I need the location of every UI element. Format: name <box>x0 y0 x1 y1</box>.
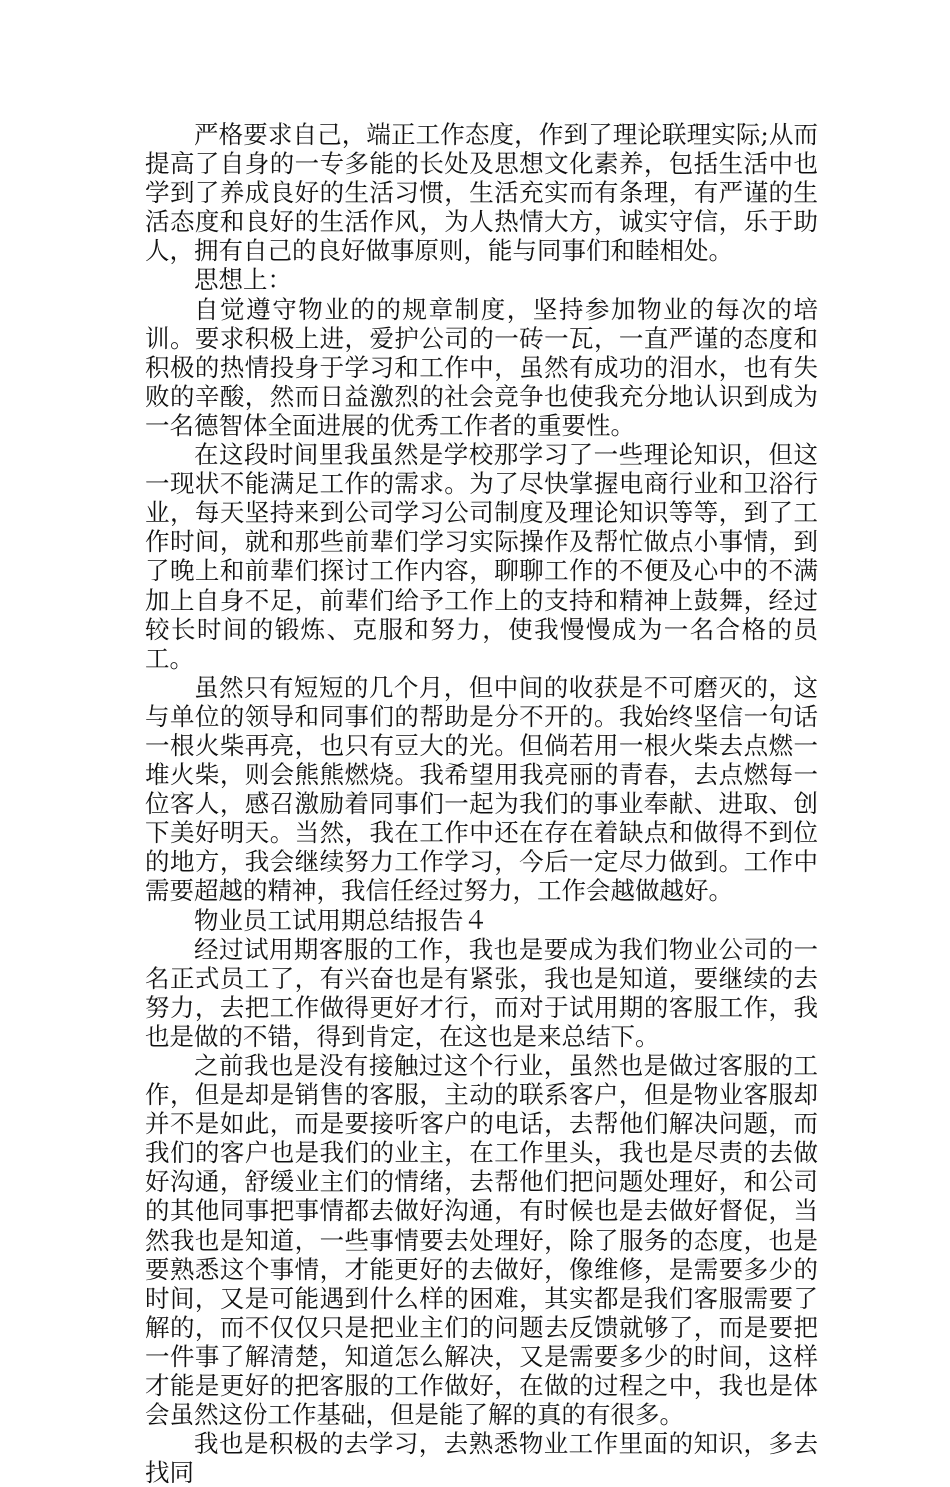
paragraph: 虽然只有短短的几个月，但中间的收获是不可磨灭的，这与单位的领导和同事们的帮助是分不开的。我始终坚信一句话一根火柴再亮，也只有豆大的光。但倘若用一根火柴去点燃一堆火柴，则会熊熊燃烧。我希望用我亮丽的青春，去点燃每一位客人，感召激励着同事们一起为我们的事业奉献、进取、创下美好明天。当然，我在工作中还在存在着缺点和做得不到位的地方，我会继续努力工作学习，今后一定尽力做到。工作中需要超越的精神，我信任经过努力，工作会越做越好。 <box>145 672 818 906</box>
paragraph: 在这段时间里我虽然是学校那学习了一些理论知识，但这一现状不能满足工作的需求。为了尽快掌握电商行业和卫浴行业，每天坚持来到公司学习公司制度及理论知识等等，到了工作时间，就和那些前辈们学习实际操作及帮忙做点小事情，到了晚上和前辈们探讨工作内容，聊聊工作的不便及心中的不满加上自身不足，前辈们给予工作上的支持和精神上鼓舞，经过较长时间的锻炼、克服和努力，使我慢慢成为一名合格的员工。 <box>145 440 818 673</box>
paragraph: 经过试用期客服的工作，我也是要成为我们物业公司的一名正式员工了，有兴奋也是有紧张，我也是知道，要继续的去努力，去把工作做得更好才行，而对于试用期的客服工作，我也是做的不错，得到肯定，在这也是来总结下。 <box>145 934 818 1051</box>
report-title: 物业员工试用期总结报告４ <box>194 905 488 935</box>
paragraph: 我也是积极的去学习，去熟悉物业工作里面的知识，多去找同 <box>145 1429 818 1487</box>
paragraph: 之前我也是没有接触过这个行业，虽然也是做过客服的工作，但是却是销售的客服，主动的联系客户，但是物业客服却并不是如此，而是要接听客户的电话，去帮他们解决问题，而我们的客户也是我们的业主，在工作里头，我也是尽责的去做好沟通，舒缓业主们的情绪，去帮他们把问题处理好，和公司的其他同事把事情都去做好沟通，有时候也是去做好督促，当然我也是知道，一些事情要去处理好，除了服务的态度，也是要熟悉这个事情，才能更好的去做好，像维修，是需要多少的时间，又是可能遇到什么样的困难，其实都是我们客服需要了解的，而不仅仅只是把业主们的问题去反馈就够了，而是要把一件事了解清楚，知道怎么解决，又是需要多少的时间，这样才能是更好的把客服的工作做好，在做的过程之中，我也是体会虽然这份工作基础，但是能了解的真的有很多。 <box>145 1051 818 1430</box>
section-heading: 思想上： <box>194 265 292 295</box>
paragraph: 严格要求自己，端正工作态度，作到了理论联理实际;从而提高了自身的一专多能的长处及思想文化素养，包括生活中也学到了养成良好的生活习惯，生活充实而有条理，有严谨的生活态度和良好的生活作风，为人热情大方，诚实守信，乐于助人，拥有自己的良好做事原则，能与同事们和睦相处。 <box>145 120 818 266</box>
paragraph: 自觉遵守物业的的规章制度，坚持参加物业的每次的培训。要求积极上进，爱护公司的一砖一瓦，一直严谨的态度和积极的热情投身于学习和工作中，虽然有成功的泪水，也有失败的辛酸，然而日益激烈的社会竞争也使我充分地认识到成为一名德智体全面进展的优秀工作者的重要性。 <box>145 294 818 440</box>
document-body <box>145 120 818 1487</box>
